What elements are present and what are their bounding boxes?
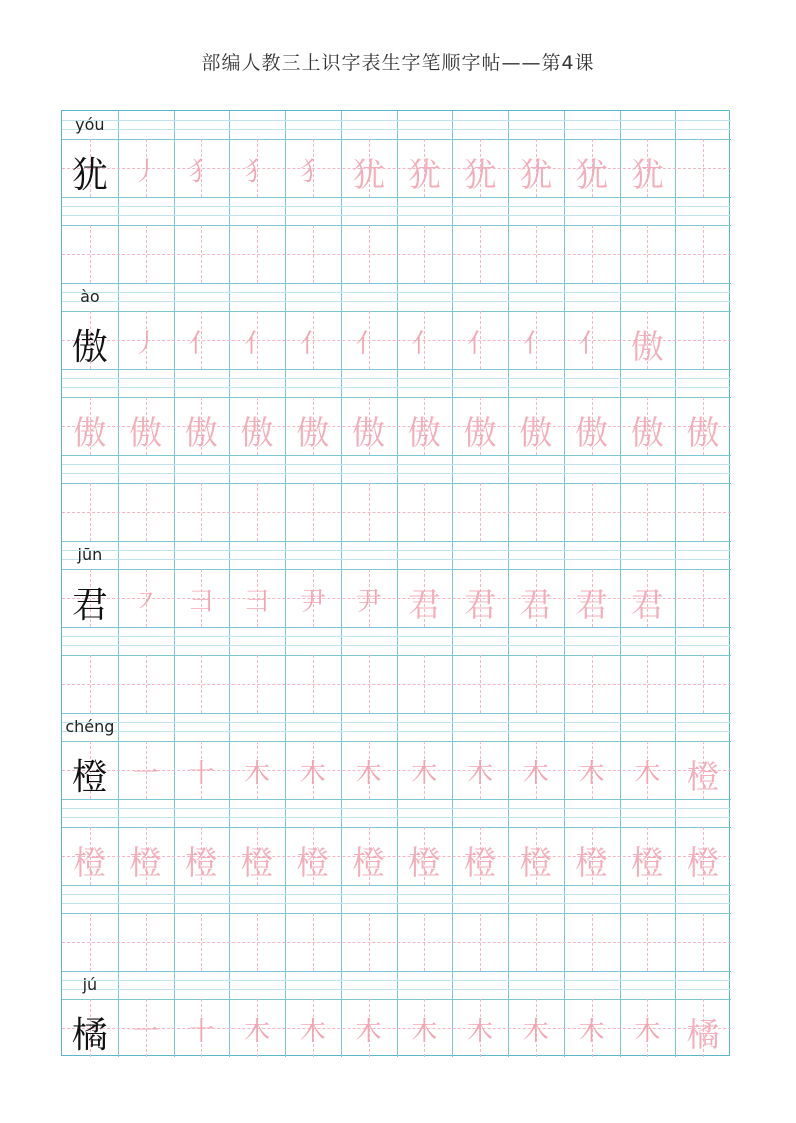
char-box-midline <box>424 225 425 283</box>
char-box-midline <box>313 483 314 541</box>
grid-row-line <box>62 627 731 628</box>
char-box-top-line <box>62 569 731 570</box>
char-box-midline <box>90 655 91 713</box>
char-box-midline <box>257 913 258 971</box>
grid-row-line <box>62 369 731 370</box>
stroke-order-step: 木 <box>467 759 494 789</box>
char-box-midline <box>90 913 91 971</box>
stroke-order-step: 木 <box>299 1017 326 1047</box>
stroke-order-step: ㇇ <box>132 587 159 617</box>
pinyin-guide-line <box>62 903 731 904</box>
stroke-order-step: 君 <box>407 585 441 624</box>
grid-row-line <box>62 197 731 198</box>
stroke-order-step: 橘 <box>686 1015 720 1054</box>
stroke-order-step: ⺕ <box>244 587 271 617</box>
grid-row-line <box>62 971 731 972</box>
char-box-midline <box>536 483 537 541</box>
stroke-order-step: 亻 <box>411 329 438 359</box>
pinyin-guide-line <box>62 645 731 646</box>
trace-character: 傲 <box>630 413 664 452</box>
grid-row-line <box>62 283 731 284</box>
stroke-order-step: 亻 <box>355 329 382 359</box>
pinyin-guide-line <box>62 387 731 388</box>
model-character: 橙 <box>71 757 108 798</box>
char-box-midline <box>313 913 314 971</box>
trace-character: 傲 <box>352 413 386 452</box>
stroke-order-step: 木 <box>299 759 326 789</box>
trace-character: 傲 <box>407 413 441 452</box>
stroke-order-step: ⺕ <box>188 587 215 617</box>
trace-character: 傲 <box>686 413 720 452</box>
stroke-order-step: 丿 <box>132 329 159 359</box>
char-box-midline <box>201 655 202 713</box>
pinyin-guide-line <box>62 292 731 293</box>
stroke-order-step: 亻 <box>244 329 271 359</box>
stroke-order-step: 犹 <box>463 155 497 194</box>
stroke-order-step: 木 <box>411 1017 438 1047</box>
char-box-midline <box>313 225 314 283</box>
char-box-top-line <box>62 827 731 828</box>
pinyin-guide-line <box>62 378 731 379</box>
grid-row-line <box>62 541 731 542</box>
trace-character: 橙 <box>129 843 163 882</box>
stroke-order-step: 木 <box>578 759 605 789</box>
pinyin-guide-line <box>62 559 731 560</box>
char-box-midline <box>313 655 314 713</box>
trace-character: 傲 <box>184 413 218 452</box>
stroke-order-step: 亻 <box>188 329 215 359</box>
trace-character: 橙 <box>575 843 609 882</box>
stroke-order-step: 君 <box>575 585 609 624</box>
model-character: 犹 <box>71 155 108 196</box>
stroke-order-step: 木 <box>522 759 549 789</box>
stroke-order-step: 犭 <box>244 157 271 187</box>
char-box-midline <box>369 655 370 713</box>
trace-character: 橙 <box>73 843 107 882</box>
char-box-top-line <box>62 311 731 312</box>
trace-character: 橙 <box>184 843 218 882</box>
trace-character: 傲 <box>240 413 274 452</box>
char-box-midline <box>592 655 593 713</box>
trace-character: 橙 <box>686 843 720 882</box>
grid-row-line <box>62 455 731 456</box>
pinyin-guide-line <box>62 464 731 465</box>
char-box-midline <box>146 483 147 541</box>
grid-row-line <box>62 713 731 714</box>
grid-row-line <box>62 799 731 800</box>
pinyin-guide-line <box>62 473 731 474</box>
char-box-midline <box>480 225 481 283</box>
char-box-midline <box>257 655 258 713</box>
trace-character: 橙 <box>296 843 330 882</box>
char-box-midline <box>201 225 202 283</box>
stroke-order-step: 君 <box>463 585 497 624</box>
practice-grid <box>61 110 730 1056</box>
stroke-order-step: 一 <box>132 759 159 789</box>
pinyin-label: yóu <box>75 115 105 134</box>
char-box-midline <box>257 225 258 283</box>
pinyin-label: jú <box>82 975 98 994</box>
pinyin-label: jūn <box>77 545 103 564</box>
char-box-midline <box>257 483 258 541</box>
pinyin-guide-line <box>62 206 731 207</box>
char-box-midline <box>90 225 91 283</box>
char-box-midline <box>62 942 731 943</box>
stroke-order-step: 傲 <box>630 327 664 366</box>
stroke-order-step: 犹 <box>407 155 441 194</box>
char-box-midline <box>480 655 481 713</box>
stroke-order-step: 君 <box>630 585 664 624</box>
trace-character: 傲 <box>519 413 553 452</box>
char-box-midline <box>647 655 648 713</box>
grid-row-line <box>62 885 731 886</box>
char-box-midline <box>480 913 481 971</box>
char-box-midline <box>703 569 704 627</box>
pinyin-guide-line <box>62 301 731 302</box>
stroke-order-step: 亻 <box>467 329 494 359</box>
stroke-order-step: 木 <box>634 1017 661 1047</box>
char-box-top-line <box>62 483 731 484</box>
stroke-order-step: 木 <box>411 759 438 789</box>
pinyin-guide-line <box>62 215 731 216</box>
char-box-midline <box>536 655 537 713</box>
char-box-midline <box>536 913 537 971</box>
char-box-top-line <box>62 397 731 398</box>
char-box-midline <box>146 913 147 971</box>
char-box-midline <box>703 139 704 197</box>
stroke-order-step: 木 <box>578 1017 605 1047</box>
pinyin-guide-line <box>62 129 731 130</box>
stroke-order-step: 犹 <box>519 155 553 194</box>
char-box-midline <box>369 483 370 541</box>
char-box-top-line <box>62 139 731 140</box>
char-box-top-line <box>62 655 731 656</box>
trace-character: 橙 <box>519 843 553 882</box>
stroke-order-step: 君 <box>519 585 553 624</box>
char-box-midline <box>703 483 704 541</box>
char-box-midline <box>424 483 425 541</box>
char-box-midline <box>703 913 704 971</box>
trace-character: 橙 <box>407 843 441 882</box>
stroke-order-step: 十 <box>188 759 215 789</box>
trace-character: 傲 <box>73 413 107 452</box>
char-box-top-line <box>62 225 731 226</box>
pinyin-guide-line <box>62 636 731 637</box>
pinyin-guide-line <box>62 731 731 732</box>
stroke-order-step: 犹 <box>575 155 609 194</box>
trace-character: 橙 <box>463 843 497 882</box>
trace-character: 橙 <box>240 843 274 882</box>
model-character: 君 <box>71 585 108 626</box>
stroke-order-step: 亻 <box>299 329 326 359</box>
stroke-order-step: 木 <box>355 759 382 789</box>
char-box-midline <box>146 655 147 713</box>
char-box-midline <box>62 254 731 255</box>
stroke-order-step: 犭 <box>299 157 326 187</box>
stroke-order-step: 犹 <box>352 155 386 194</box>
stroke-order-step: 亻 <box>578 329 605 359</box>
stroke-order-step: 犹 <box>630 155 664 194</box>
char-box-midline <box>201 913 202 971</box>
pinyin-guide-line <box>62 722 731 723</box>
char-box-midline <box>424 655 425 713</box>
char-box-midline <box>62 684 731 685</box>
char-box-midline <box>647 913 648 971</box>
pinyin-guide-line <box>62 894 731 895</box>
char-box-top-line <box>62 999 731 1000</box>
pinyin-guide-line <box>62 817 731 818</box>
char-box-midline <box>647 225 648 283</box>
stroke-order-step: 木 <box>244 759 271 789</box>
trace-character: 傲 <box>296 413 330 452</box>
char-box-midline <box>480 483 481 541</box>
trace-character: 橙 <box>352 843 386 882</box>
char-box-midline <box>424 913 425 971</box>
stroke-order-step: 一 <box>132 1017 159 1047</box>
model-character: 傲 <box>71 327 108 368</box>
stroke-order-step: 木 <box>467 1017 494 1047</box>
pinyin-guide-line <box>62 120 731 121</box>
char-box-midline <box>592 483 593 541</box>
char-box-midline <box>703 225 704 283</box>
page-title: 部编人教三上识字表生字笔顺字帖——第4课 <box>201 52 595 74</box>
stroke-order-step: 木 <box>244 1017 271 1047</box>
stroke-order-step: 十 <box>188 1017 215 1047</box>
char-box-midline <box>369 913 370 971</box>
char-box-midline <box>592 913 593 971</box>
pinyin-label: ào <box>80 287 100 306</box>
stroke-order-step: 尹 <box>355 587 382 617</box>
char-box-midline <box>201 483 202 541</box>
char-box-midline <box>592 225 593 283</box>
stroke-order-step: 木 <box>522 1017 549 1047</box>
char-box-midline <box>90 483 91 541</box>
model-character: 橘 <box>71 1015 108 1056</box>
char-box-midline <box>146 225 147 283</box>
trace-character: 傲 <box>575 413 609 452</box>
pinyin-guide-line <box>62 808 731 809</box>
stroke-order-step: 尹 <box>299 587 326 617</box>
trace-character: 傲 <box>129 413 163 452</box>
trace-character: 橙 <box>630 843 664 882</box>
char-box-midline <box>647 483 648 541</box>
grid-column-line <box>675 111 676 1057</box>
stroke-order-step: 木 <box>355 1017 382 1047</box>
stroke-order-step: 橙 <box>686 757 720 796</box>
char-box-midline <box>62 512 731 513</box>
char-box-top-line <box>62 913 731 914</box>
trace-character: 傲 <box>463 413 497 452</box>
char-box-midline <box>703 311 704 369</box>
char-box-midline <box>536 225 537 283</box>
stroke-order-step: 木 <box>634 759 661 789</box>
char-box-top-line <box>62 741 731 742</box>
pinyin-guide-line <box>62 980 731 981</box>
pinyin-guide-line <box>62 989 731 990</box>
char-box-midline <box>369 225 370 283</box>
char-box-midline <box>703 655 704 713</box>
stroke-order-step: 亻 <box>522 329 549 359</box>
stroke-order-step: 犭 <box>188 157 215 187</box>
pinyin-label: chéng <box>65 717 115 736</box>
stroke-order-step: 丿 <box>132 157 159 187</box>
pinyin-guide-line <box>62 550 731 551</box>
